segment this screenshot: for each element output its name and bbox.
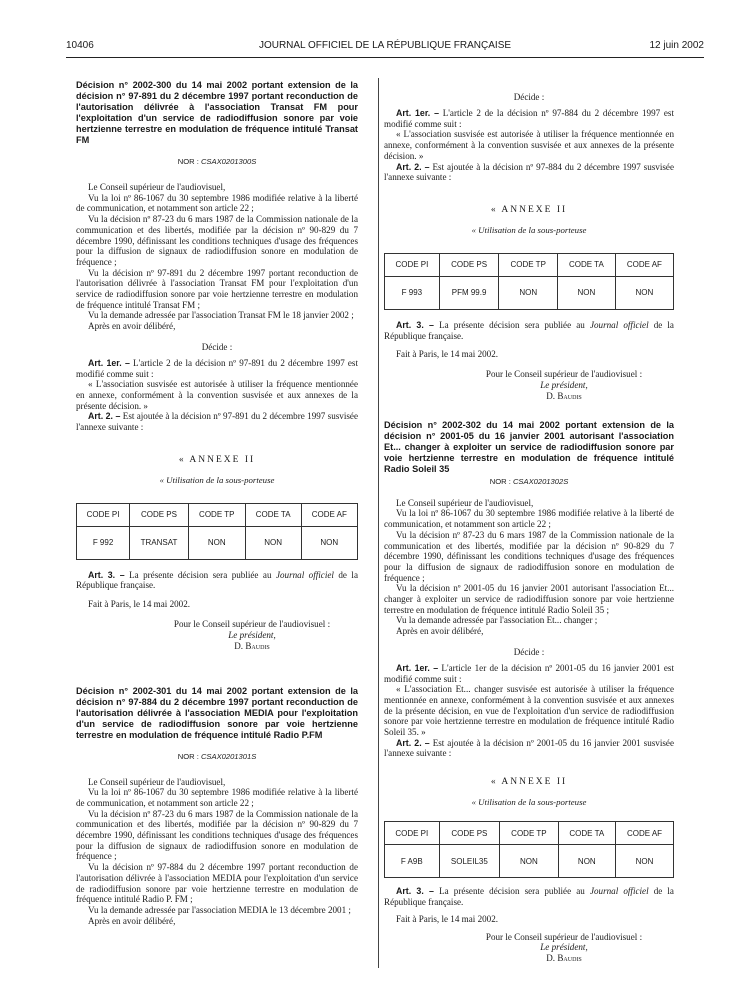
decision-2002-301-preamble [76,686,358,927]
journal-name: Journal officiel [275,569,334,580]
signature-block [454,932,674,964]
column-header: CODE PI [385,822,440,845]
paragraph: Vu la demande adressée par l'association Et... changer ; [396,615,598,626]
decide-heading: Décide : [513,92,545,102]
right-column [384,92,674,964]
paragraph: Vu la loi nº 86-1067 du 30 septembre 1986 modifiée relative à la liberté de communication, et notamment son article 22 ; [384,508,674,530]
signature-block [454,369,674,401]
signature-place-date: Fait à Paris, le 14 mai 2002. [396,349,499,360]
article-label: Art. 1er. – [396,662,439,673]
article-1 [384,108,674,129]
column-header: CODE AF [615,253,673,276]
column-divider [378,78,379,968]
paragraph: Vu la loi nº 86-1067 du 30 septembre 1986 modifiée relative à la liberté de communication, et notamment son article 22 ; [76,787,358,808]
column-header: CODE PI [385,253,440,276]
subcarrier-table [384,821,674,878]
annexe-title: « ANNEXE II [490,777,568,788]
column-header: CODE PS [439,253,499,276]
decide-heading: Décide : [513,646,545,657]
signatory-role: Le président, [540,380,588,391]
paragraph: Vu la demande adressée par l'association Transat FM le 18 janvier 2002 ; [88,310,354,321]
article-text: de la République française. [384,886,674,907]
article-label: Art. 3. – [396,886,434,897]
article-2 [384,738,674,759]
decision-title: Décision n° 2002-300 du 14 mai 2002 portant extension de la décision n° 97-891 du 2 décembre 1997 portant reconduction de l'autorisation délivrée à l'association Transat FM pour l'exploitation d'un service de radiodiffusion sonore par voie hertzienne terrestre en modulation de fréquence intitulé Transat FM [76,80,358,145]
nor-label: NOR : [177,157,201,166]
nor-code: CSAX0201301S [200,751,257,761]
table-cell: NON [616,845,674,878]
table-cell: TRANSAT [130,526,189,559]
table-cell: NON [558,276,616,309]
article-1-quote: « L'association susvisée est autorisée à utiliser la fréquence mentionnée en annexe, conformément à la convention susvisée et aux annexes de la présente décision. » [76,379,358,411]
table-row [77,526,358,559]
signatory-name: D. Baudis [234,640,270,651]
signature-line: Pour le Conseil supérieur de l'audiovisuel : [173,619,331,630]
table-cell: PFM 99.9 [439,276,499,309]
paragraph: Après en avoir délibéré, [396,626,484,637]
article-text: Est ajoutée à la décision nº 97-891 du 2 décembre 1997 susvisée l'annexe suivante : [76,411,358,433]
table-header-row [385,822,674,845]
column-header: CODE TA [558,253,616,276]
annexe-subtitle: « Utilisation de la sous-porteuse [159,474,275,485]
paragraph: Après en avoir délibéré, [88,915,176,926]
signatory-role: Le président, [228,629,276,640]
article-text: Est ajoutée à la décision nº 97-884 du 2 décembre 1997 susvisée l'annexe suivante : [384,161,674,183]
article-text: L'article 2 de la décision nº 97-891 du 2 décembre 1997 est modifié comme suit : [76,357,358,379]
nor-label: NOR : [177,751,201,761]
article-label: Art. 3. – [396,319,434,330]
article-label: Art. 2. – [396,161,430,172]
signatory-name: D. Baudis [546,390,582,401]
article-label: Art. 2. – [88,411,121,422]
article-text: La présente décision sera publiée au [433,886,590,897]
decide-heading: Décide : [201,341,233,352]
decision-2002-300 [76,80,358,652]
table-cell: NON [558,845,615,878]
nor-reference [76,752,358,761]
left-column [76,80,358,926]
page-number: 10406 [66,40,94,51]
paragraph: Vu la décision nº 97-891 du 2 décembre 1997 portant reconduction de l'autorisation délivrée à l'association Transat FM pour l'exploitation d'un service de radiodiffusion sonore par voie hertzienne terrestre en modulation de fréquence intitulé Transat FM ; [76,267,358,310]
issue-date: 12 juin 2002 [649,40,704,51]
table-cell: F 992 [77,526,130,559]
paragraph: Vu la décision nº 87-23 du 6 mars 1987 de la Commission nationale de la communication et des libertés, modifiée par la décision nº 90-829 du 7 décembre 1990, définissant les conditions techniques d'usage des fréquences pour la diffusion de signaux de radiodiffusion sonore en modulation de fréquence ; [384,529,674,583]
page-header [66,40,704,56]
table-cell: NON [615,276,673,309]
signatory-role: Le président, [540,942,588,953]
nor-code: CSAX0201302S [512,476,569,486]
decision-2002-302 [384,420,674,964]
column-header: CODE PS [130,503,189,526]
column-header: CODE TP [188,503,245,526]
column-header: CODE TP [500,822,558,845]
annexe-title: « ANNEXE II [178,454,256,465]
decision-title: Décision n° 2002-302 du 14 mai 2002 portant extension de la décision n° 2001-05 du 16 janvier 2001 autorisant l'association Et... changer à exploiter un service de radiodiffusion sonore par voie hertzienne terrestre en modulation de fréquence intitulé Radio Soleil 35 [384,419,674,474]
paragraph: Le Conseil supérieur de l'audiovisuel, [88,776,226,787]
article-text: L'article 1er de la décision nº 2001-05 du 16 janvier 2001 est modifié comme suit : [384,662,674,684]
nor-label: NOR : [489,476,513,486]
paragraph: Vu la loi nº 86-1067 du 30 septembre 1986 modifiée relative à la liberté de communication, et notamment son article 22 ; [76,192,358,214]
table-row [385,276,674,309]
paragraph: Le Conseil supérieur de l'audiovisuel, [396,497,534,508]
signature-line: Pour le Conseil supérieur de l'audiovisuel : [485,369,643,380]
table-cell: NON [500,845,558,878]
journal-name: Journal officiel [589,886,649,897]
subcarrier-table [76,503,358,560]
article-1 [76,358,358,379]
article-text: La présente décision sera publiée au [433,319,590,330]
paragraph: Vu la décision nº 87-23 du 6 mars 1987 de la Commission nationale de la communication et des libertés, modifiée par la décision nº 90-829 du 7 décembre 1990, définissant les conditions techniques d'usage des fréquences pour la diffusion de signaux de radiodiffusion sonore en modulation de fréquence ; [76,214,358,267]
signatory-name: D. Baudis [546,953,582,964]
column-header: CODE TA [245,503,301,526]
column-header: CODE TA [558,822,615,845]
nor-reference [384,477,674,486]
signature-line: Pour le Conseil supérieur de l'audiovisuel : [485,931,643,942]
column-header: CODE AF [616,822,674,845]
column-header: CODE TP [499,253,558,276]
article-1-quote: « L'association Et... changer susvisée est autorisée à utiliser la fréquence mentionnée en annexe, conformément à la convention susvisée et aux annexes de la présente décision, en vue de l'exploitation d'un service de radiodiffusion sonore par voie hertzienne terrestre en modulation de fréquence intitulé Radio Soleil 35. » [384,684,674,738]
article-2 [384,162,674,183]
nor-code: CSAX0201300S [200,157,257,166]
article-label: Art. 2. – [396,737,430,748]
table-cell: SOLEIL35 [439,845,500,878]
article-text: de la République française. [76,569,358,591]
annexe-subtitle: « Utilisation de la sous-porteuse [471,224,587,235]
table-cell: NON [188,526,245,559]
annexe-title: « ANNEXE II [490,204,568,215]
annexe-subtitle: « Utilisation de la sous-porteuse [471,797,587,808]
article-text: de la République française. [384,319,674,341]
article-3 [384,886,674,907]
table-header-row [385,253,674,276]
article-text: La présente décision sera publiée au [124,569,276,580]
paragraph: Vu la demande adressée par l'association MEDIA le 13 décembre 2001 ; [88,905,351,915]
article-label: Art. 3. – [88,569,125,580]
article-label: Art. 1er. – [88,357,130,368]
article-3 [76,570,358,591]
subcarrier-table [384,253,674,310]
column-header: CODE PI [77,503,130,526]
table-cell: F A9B [385,845,440,878]
table-row [385,845,674,878]
table-cell: F 993 [385,276,440,309]
article-1-quote: « L'association susvisée est autorisée à utiliser la fréquence mentionnée en annexe, conformément à la convention susvisée et aux annexes de la présente décision. » [384,129,674,161]
paragraph: Le Conseil supérieur de l'audiovisuel, [88,182,226,192]
paragraph: Après en avoir délibéré, [88,321,176,332]
journal-title: JOURNAL OFFICIEL DE LA RÉPUBLIQUE FRANÇAISE [258,40,512,51]
article-text: L'article 2 de la décision nº 97-884 du 2 décembre 1997 est modifié comme suit : [384,108,674,129]
column-header: CODE AF [301,503,357,526]
table-cell: NON [301,526,357,559]
article-3 [384,320,674,341]
signature-place-date: Fait à Paris, le 14 mai 2002. [88,599,191,610]
column-header: CODE PS [439,822,500,845]
decision-title: Décision n° 2002-301 du 14 mai 2002 portant extension de la décision n° 97-884 du 2 décembre 1997 portant reconduction de l'autorisation délivrée à l'association MEDIA pour l'exploitation d'un service de radiodiffusion sonore par voie hertzienne terrestre en modulation de fréquence intitulé Radio P.FM [76,685,358,740]
signature-place-date: Fait à Paris, le 14 mai 2002. [396,913,499,924]
paragraph: Vu la décision nº 97-884 du 2 décembre 1997 portant reconduction de l'autorisation délivrée à l'association MEDIA pour l'exploitation d'un service de radiodiffusion sonore par voie hertzienne terrestre en modulation de fréquence intitulé Radio P. FM ; [76,862,358,905]
paragraph: Vu la décision nº 2001-05 du 16 janvier 2001 autorisant l'association Et... changer à exploiter un service de radiodiffusion sonore par voie hertzienne terrestre en modulation de fréquence intitulé Radio Soleil 35 ; [384,583,674,615]
journal-name: Journal officiel [589,319,649,330]
decision-2002-301-articles [384,92,674,402]
table-cell: NON [245,526,301,559]
nor-reference [76,157,358,166]
article-label: Art. 1er. – [396,108,439,118]
article-text: Est ajoutée à la décision nº 2001-05 du 16 janvier 2001 susvisée l'annexe suivante : [384,737,674,759]
signature-block [146,619,358,651]
table-header-row [77,503,358,526]
table-cell: NON [499,276,558,309]
paragraph: Vu la décision nº 87-23 du 6 mars 1987 de la Commission nationale de la communication et des libertés, modifiée par la décision nº 90-829 du 7 décembre 1990, définissant les conditions techniques d'usage des fréquences pour la diffusion de signaux de radiodiffusion sonore en modulation de fréquence ; [76,808,358,862]
header-rule [66,57,704,58]
article-2 [76,411,358,432]
article-1 [384,663,674,684]
